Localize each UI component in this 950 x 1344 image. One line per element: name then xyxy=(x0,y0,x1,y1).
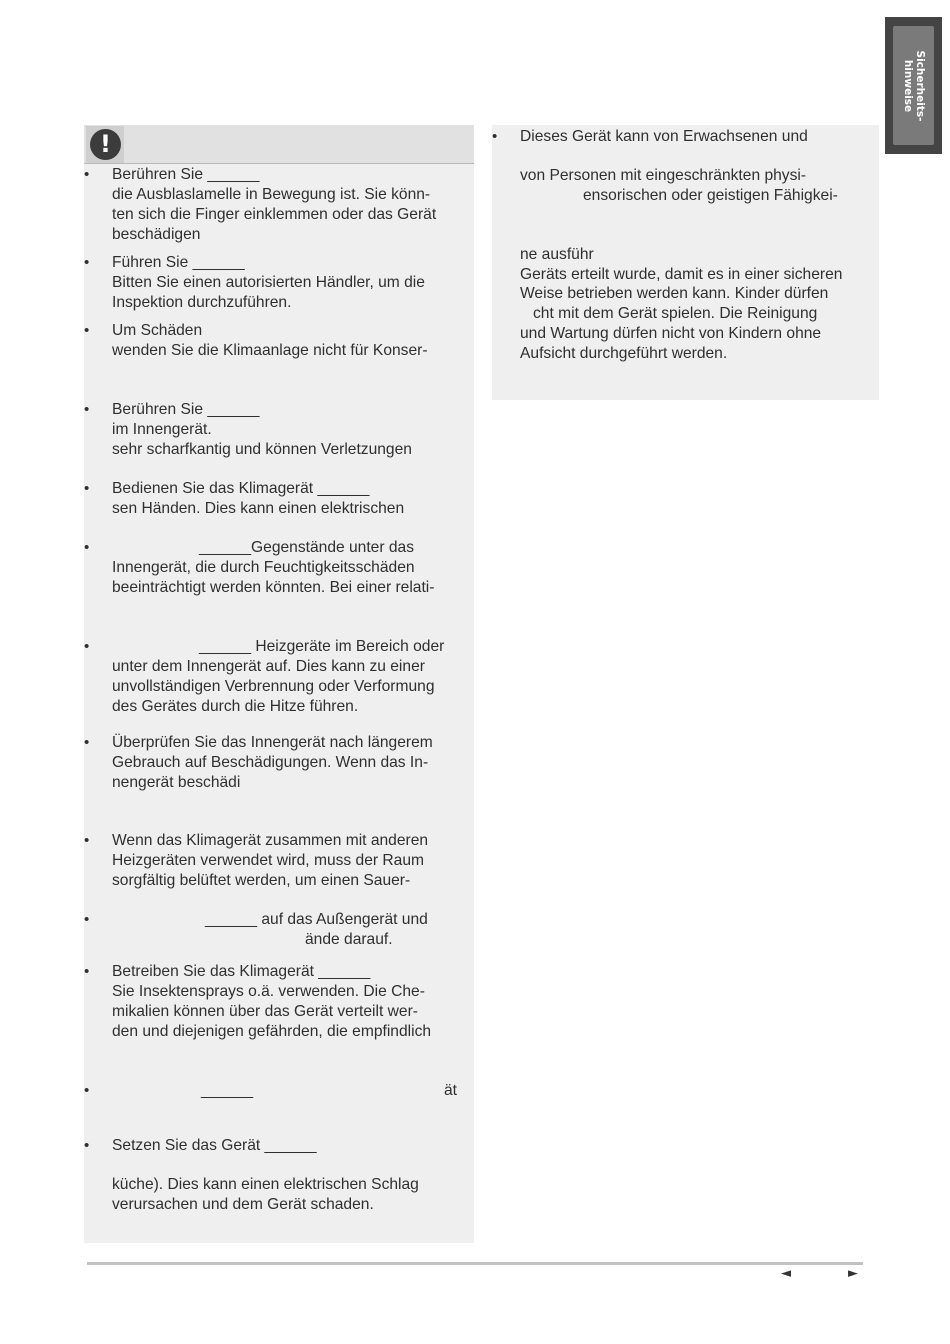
bullet-icon: • xyxy=(84,322,90,339)
text-line: Dieses Gerät kann von Erwachsenen und xyxy=(520,128,808,145)
text-line: Bedienen Sie das Klimagerät ______ xyxy=(112,480,370,497)
text-line: Heizgeräten verwendet wird, muss der Raum xyxy=(112,852,425,869)
footer-divider xyxy=(87,1262,863,1265)
text-line: Betreiben Sie das Klimagerät ______ xyxy=(112,963,371,980)
text-line: wenden Sie die Klimaanlage nicht für Konser- xyxy=(112,342,428,359)
text-line: den und diejenigen gefährden, die empfindlich xyxy=(112,1023,432,1040)
text-line: beschädigen xyxy=(112,226,201,243)
bullet-icon: • xyxy=(84,963,90,980)
text-line: und Wartung dürfen nicht von Kindern ohne xyxy=(520,325,822,342)
text-line: sehr scharfkantig und können Verletzungen xyxy=(112,441,412,458)
previous-page-icon[interactable]: ◄ xyxy=(781,1266,791,1281)
text-line: Aufsicht durchgeführt werden. xyxy=(520,345,728,362)
text-line: Setzen Sie das Gerät ______ xyxy=(112,1137,317,1154)
bullet-icon: • xyxy=(84,166,90,183)
text-line: ______ Heizgeräte im Bereich oder xyxy=(199,638,445,655)
warning-icon-box xyxy=(86,126,124,163)
text-line: ände darauf. xyxy=(305,931,393,948)
section-tab[interactable] xyxy=(885,17,942,154)
text-line: sen Händen. Dies kann einen elektrischen xyxy=(112,500,405,517)
bullet-icon: • xyxy=(492,128,498,145)
bullet-icon: • xyxy=(84,1082,90,1099)
text-line: von Personen mit eingeschränkten physi- xyxy=(520,167,807,184)
bullet-icon: • xyxy=(84,539,90,556)
text-line: Führen Sie ______ xyxy=(112,254,245,271)
text-line: Sie Insektensprays o.ä. verwenden. Die Che- xyxy=(112,983,425,1000)
text-line: beeinträchtigt werden könnten. Bei einer relati- xyxy=(112,579,435,596)
text-line: mikalien können über das Gerät verteilt wer- xyxy=(112,1003,418,1020)
text-line: ______ xyxy=(201,1082,254,1099)
text-line: unter dem Innengerät auf. Dies kann zu einer xyxy=(112,658,425,675)
text-line: Um Schäden xyxy=(112,322,203,339)
bullet-icon: • xyxy=(84,401,90,418)
next-page-icon[interactable]: ► xyxy=(848,1266,858,1281)
text-line: im Innengerät. xyxy=(112,421,212,438)
bullet-icon: • xyxy=(84,832,90,849)
section-tab-inner xyxy=(893,26,934,145)
section-tab-line1: Sicherheits- xyxy=(913,50,926,121)
text-line: ne ausführ xyxy=(520,246,594,263)
bullet-icon: • xyxy=(84,480,90,497)
text-line: nengerät beschädi xyxy=(112,774,241,791)
text-line: die Ausblaslamelle in Bewegung ist. Sie könn- xyxy=(112,186,431,203)
text-line: Wenn das Klimagerät zusammen mit anderen xyxy=(112,832,429,849)
text-line: küche). Dies kann einen elektrischen Schlag xyxy=(112,1176,419,1193)
text-line: Innengerät, die durch Feuchtigkeitsschäden xyxy=(112,559,415,576)
text-line: ensorischen oder geistigen Fähigkei- xyxy=(583,187,838,204)
text-line: Inspektion durchzuführen. xyxy=(112,294,292,311)
text-line: ten sich die Finger einklemmen oder das Gerät xyxy=(112,206,437,223)
bullet-icon: • xyxy=(84,911,90,928)
text-line: sorgfältig belüftet werden, um einen Sauer- xyxy=(112,872,411,889)
bullet-icon: • xyxy=(84,734,90,751)
section-tab-line2: hinweise xyxy=(901,59,914,112)
section-tab-label xyxy=(902,50,926,121)
text-line: verursachen und dem Gerät schaden. xyxy=(112,1196,374,1213)
text-line: Weise betrieben werden kann. Kinder dürfen xyxy=(520,285,829,302)
text-line: des Gerätes durch die Hitze führen. xyxy=(112,698,359,715)
text-line: ______Gegenstände unter das xyxy=(199,539,415,556)
text-line: Berühren Sie ______ xyxy=(112,166,260,183)
bullet-icon: • xyxy=(84,254,90,271)
bullet-icon: • xyxy=(84,1137,90,1154)
warning-header xyxy=(84,125,474,164)
text-line: cht mit dem Gerät spielen. Die Reinigung xyxy=(533,305,818,322)
bullet-icon: • xyxy=(84,638,90,655)
text-line: Berühren Sie ______ xyxy=(112,401,260,418)
text-line: Gebrauch auf Beschädigungen. Wenn das In- xyxy=(112,754,429,771)
text-line: Bitten Sie einen autorisierten Händler, um die xyxy=(112,274,425,291)
exclamation-icon: ! xyxy=(90,129,121,160)
text-line: Geräts erteilt wurde, damit es in einer sicheren xyxy=(520,266,843,283)
text-line: Überprüfen Sie das Innengerät nach längerem xyxy=(112,734,433,751)
text-line: ______ auf das Außengerät und xyxy=(205,911,428,928)
text-line: unvollständigen Verbrennung oder Verformung xyxy=(112,678,435,695)
text-line: ät xyxy=(444,1082,458,1099)
